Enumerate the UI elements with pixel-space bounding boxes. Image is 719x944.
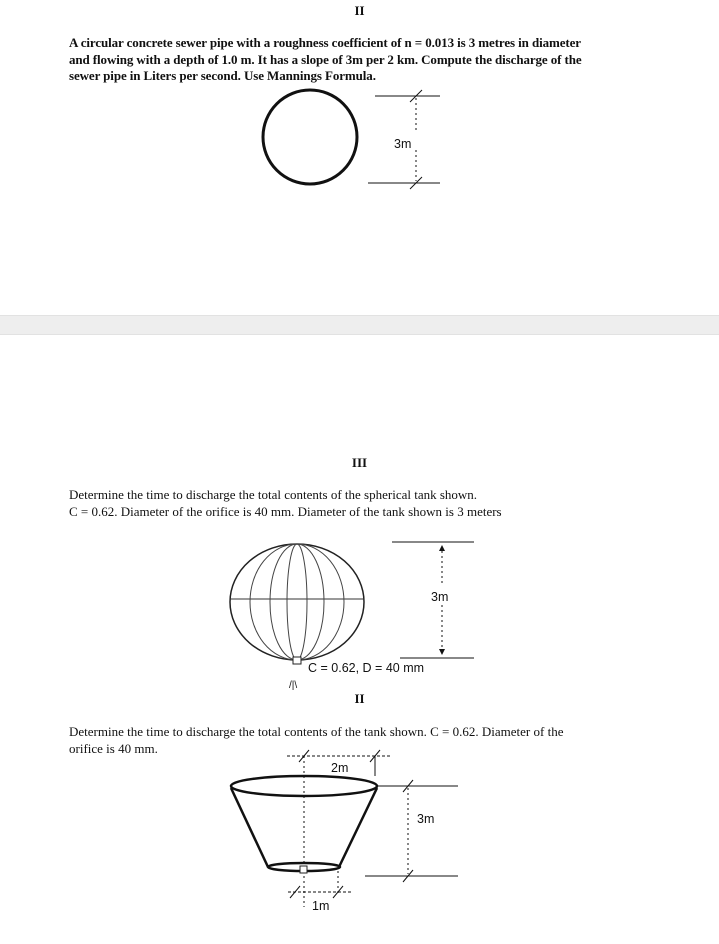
problem-text-line: orifice is 40 mm. — [69, 740, 158, 756]
bottom-diameter-label: 1m — [312, 899, 330, 913]
problem-number: II — [354, 3, 365, 18]
problem-text-line: A circular concrete sewer pipe with a roughness coefficient of n = 0.013 is 3 metres in diameter — [69, 35, 581, 50]
problem-text-line: Determine the time to discharge the total contents of the tank shown. C = 0.62. Diameter of the — [69, 724, 564, 739]
top-diameter-label: 2m — [331, 761, 349, 775]
tank-side-wall — [339, 788, 377, 867]
orifice-label: C = 0.62, D = 40 mm — [308, 661, 425, 675]
discharge-flow-mark: /|\ — [289, 680, 298, 691]
document-page-2 — [0, 335, 719, 944]
page-separator — [0, 315, 719, 335]
height-label: 3m — [431, 590, 449, 604]
problem-text-line: sewer pipe in Liters per second. Use Mannings Formula. — [69, 68, 376, 83]
document-page-1 — [0, 0, 719, 315]
pipe-cross-section — [263, 90, 357, 184]
orifice — [300, 866, 307, 873]
tank-side-wall — [231, 788, 268, 867]
problem-number: III — [351, 455, 368, 470]
problem-text-line: C = 0.62. Diameter of the orifice is 40 mm. Diameter of the tank shown is 3 meters — [69, 503, 502, 519]
problem-text-line: Determine the time to discharge the total contents of the spherical tank shown. — [69, 487, 478, 502]
height-label: 3m — [417, 812, 435, 826]
dimension-label: 3m — [394, 137, 412, 151]
problem-number: II — [354, 691, 365, 706]
problem-text-line: and flowing with a depth of 1.0 m. It has a slope of 3m per 2 km. Compute the discharge of the — [69, 51, 582, 67]
frustum-tank-figure — [0, 335, 719, 944]
circular-pipe-figure — [0, 0, 719, 315]
